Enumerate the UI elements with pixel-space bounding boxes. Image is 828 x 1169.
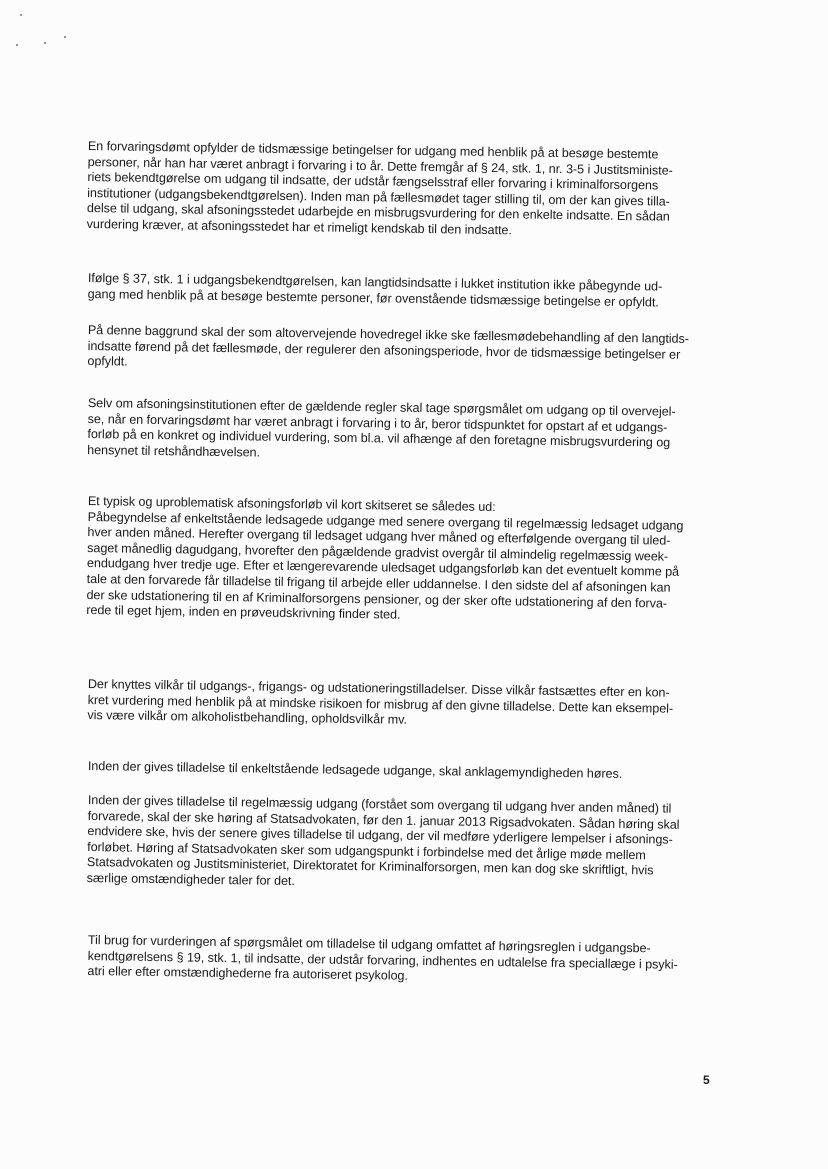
paragraph-6: Der knyttes vilkår til udgangs-, frigangs- og udstationeringstilladelser. Disse vilkår fastsættes efter en kon- kret vurdering med henblik på at mindske risikoen for misbrug af den givne tilladelse. Dette kan eksempel- vis være vilkår om alkoholistbehandling, opholdsvilkår mv. (87, 677, 674, 727)
scan-speck (20, 14, 22, 16)
paragraph-2: Ifølge § 37, stk. 1 i udgangsbekendtgørelsen, kan langtidsindsatte i lukket institution ikke påbegynde ud- gang med henblik på at besøge bestemte personer, før ovenstående tidsmæssige betingelse er opfyldt. (87, 271, 663, 310)
scan-speck (44, 42, 46, 44)
paragraph-8: Inden der gives tilladelse til regelmæssig udgang (forstået som overgang til udgang hver anden måned) til forvarede, skal der ske høring af Statsadvokaten, før den 1. januar 2013 Rigsadvokaten. Sådan høring skal endvidere ske, hvis der senere gives tilladelse til udgang, der vil medføre yderligere lempelser i afsonings- forløbet. Høring af Statsadvokaten sker som udgangspunkt i forbindelse med det årlige møde mellem Statsadvokaten og Justitsministeriet, Direktoratet for Kriminalforsorgen, men kan dog ske skriftligt, hvis særlige omstændigheder taler for det. (86, 793, 680, 889)
paragraph-9: Til brug for vurderingen af spørgsmålet om tilladelse til udgang omfattet af høringsreglen i udgangsbe- kendtgørelsens § 19, stk. 1, til indsatte, der udstår forvaring, indhentes en udtalelse fra speciallæge i psyki- atri eller efter omstændighederne fra autoriseret psykolog. (87, 933, 678, 983)
paragraph-5: Et typisk og uproblematisk afsoningsforløb vil kort skitseret se således ud: Påbegyndelse af enkeltstående ledsagede udgange med senere overgang til regelmæssig ledsaget udgang hver anden måned. Herefter overgang til ledsaget udgang hver måned og efterfølgende overgang til uled- saget månedlig dagudgang, hvorefter den pågældende gradvist overgår til almindelig regelmæssig week- endudgang hver tredje uge. Efter et længerevarende uledsaget udgangsforløb kan det eventuelt komme på tale at den forvarede får tilladelse til frigang til arbejde eller uddannelse. I den sidste del af afsoningen kan der ske udstationering til en af Kriminalforsorgens pensioner, og der sker ofte udstationering af den forva- rede til eget hjem, inden en prøveudskrivning finder sted. (86, 494, 684, 622)
paragraph-7: Inden der gives tilladelse til enkeltstående ledsagede udgange, skal anklagemyndigheden høres. (87, 759, 623, 781)
scan-speck (64, 36, 66, 38)
paragraph-3: På denne baggrund skal der som altovervejende hovedregel ikke ske fællesmødebehandling af den langtids- indsatte førend på det fællesmøde, der regulerer den afsoningsperiode, hvor de tidsmæssige betingelser er opfyldt. (87, 323, 690, 369)
paragraph-1: En forvaringsdømt opfylder de tidsmæssige betingelser for udgang med henblik på at besøge bestemte personer, når han har været anbragt i forvaring i to år. Dette fremgår af § 24, stk. 1, nr. 3-5 i Justitsministe- riets bekendtgørelse om udgang til indsatte, der udstår fængselsstraf eller forvaring i kriminalforsorgens institutioner (udgangsbekendtgørelsen). Inden man på fællesmødet tager stilling til, om der kan gives tilla- delse til udgang, skal afsoningsstedet udarbejde en misbrugsvurdering for den enkelte indsatte. En sådan vurdering kræver, at afsoningsstedet har et rimeligt kendskab til den indsatte. (86, 139, 673, 238)
paragraph-4: Selv om afsoningsinstitutionen efter de gældende regler skal tage spørgsmålet om udgang op til overvejel- se, når en forvaringsdømt har været anbragt i forvaring i to år, beror tidspunktet for opstart af et udgangs- forløb på en konkret og individuel vurdering, som bl.a. vil afhænge af den foretagne misbrugsvurdering og hensynet til retshåndhævelsen. (87, 396, 676, 460)
page-number: 5 (703, 1073, 710, 1087)
scan-speck (16, 44, 18, 46)
